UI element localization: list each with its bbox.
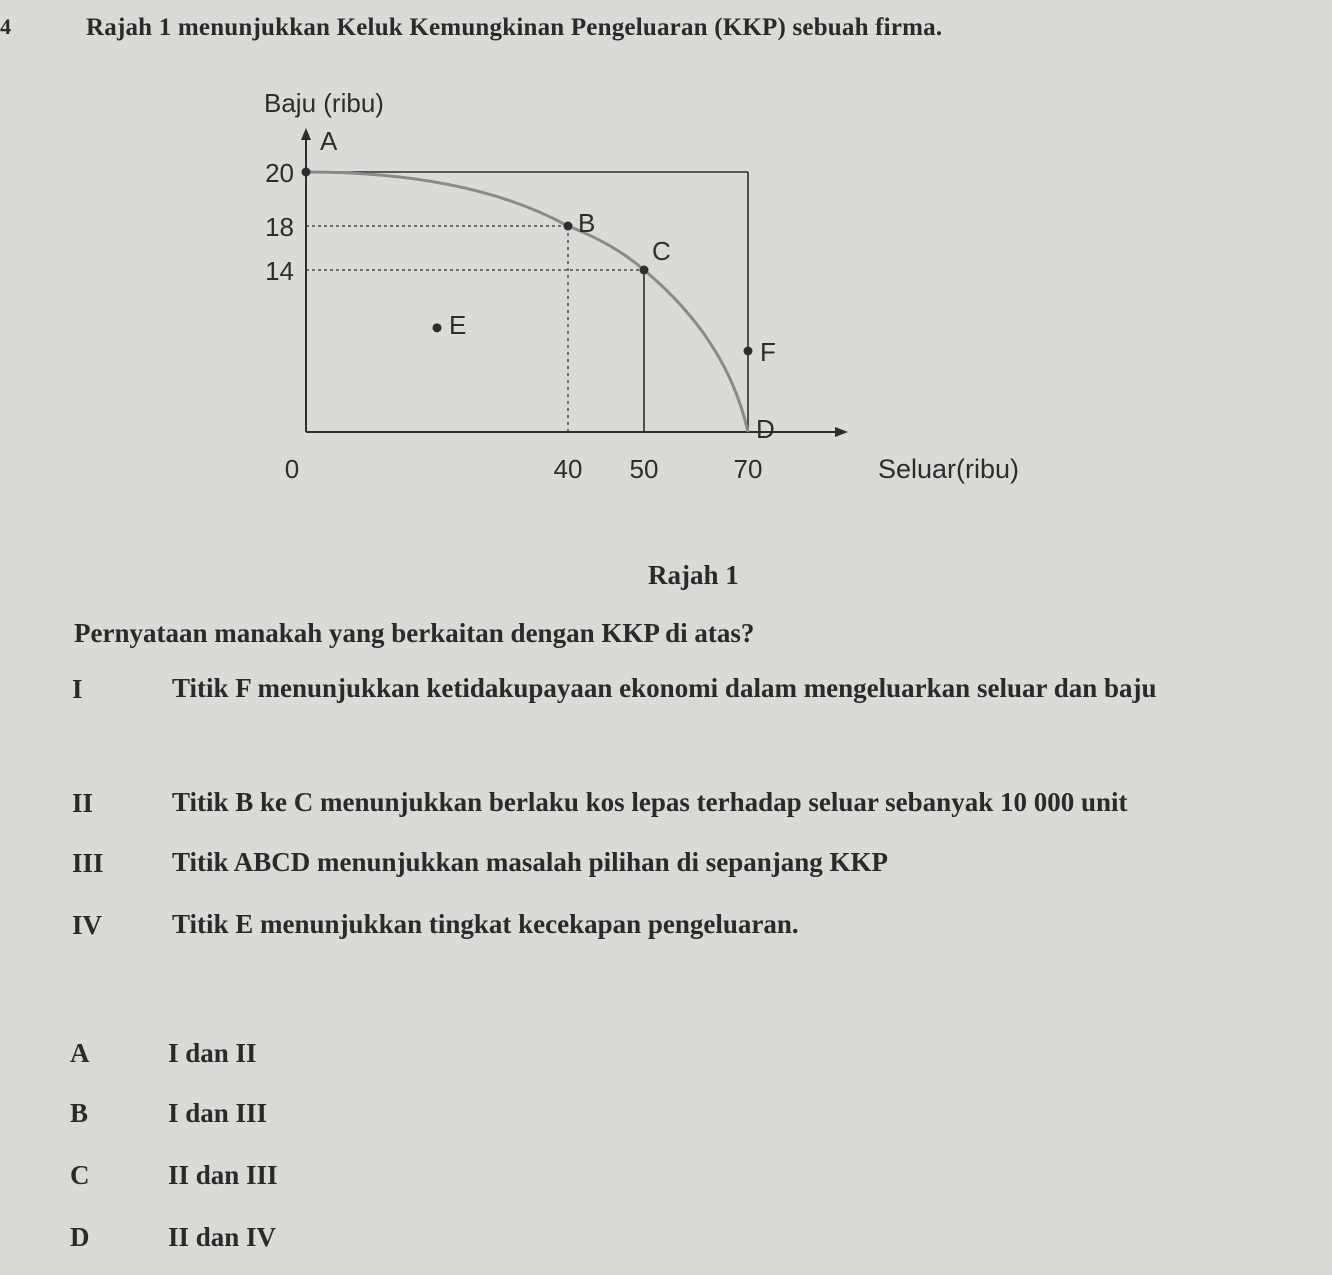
statement-text: Titik F menunjukkan ketidakupayaan ekonomi dalam mengeluarkan seluar dan baju bbox=[172, 673, 1157, 703]
point-label-c: C bbox=[652, 236, 671, 266]
x-tick-label: 40 bbox=[553, 454, 583, 484]
ppc-figure bbox=[0, 0, 1332, 540]
statement-number: IV bbox=[72, 910, 103, 940]
x-axis-arrow bbox=[835, 427, 848, 437]
statement-number: II bbox=[72, 788, 94, 818]
point-b bbox=[564, 222, 573, 231]
point-e bbox=[433, 323, 442, 332]
option-letter: C bbox=[70, 1160, 90, 1190]
question-number: 4 bbox=[0, 14, 11, 39]
option-text: II dan IV bbox=[168, 1222, 277, 1252]
option-text: I dan II bbox=[168, 1038, 257, 1068]
option-text: II dan III bbox=[168, 1160, 278, 1190]
option-letter: A bbox=[70, 1038, 90, 1068]
y-axis-label: Baju (ribu) bbox=[264, 88, 384, 118]
statement-text: Titik E menunjukkan tingkat kecekapan pengeluaran. bbox=[172, 909, 799, 939]
point-label-f: F bbox=[760, 337, 776, 367]
point-c bbox=[640, 266, 649, 275]
option-letter: B bbox=[70, 1098, 89, 1128]
question-prompt: Pernyataan manakah yang berkaitan dengan KKP di atas? bbox=[74, 618, 755, 648]
question-intro: Rajah 1 menunjukkan Keluk Kemungkinan Pengeluaran (KKP) sebuah firma. bbox=[86, 14, 943, 41]
y-tick-label: 14 bbox=[265, 256, 294, 286]
y-axis-arrow bbox=[301, 128, 311, 140]
point-f bbox=[744, 347, 753, 356]
figure-caption: Rajah 1 bbox=[648, 560, 739, 590]
statement-number: I bbox=[72, 674, 83, 704]
point-label-d: D bbox=[756, 414, 775, 444]
y-tick-label: 20 bbox=[265, 158, 294, 188]
x-tick-label: 70 bbox=[733, 454, 763, 484]
statement-number: III bbox=[72, 848, 104, 878]
y-tick-label: 18 bbox=[265, 212, 294, 242]
point-a bbox=[302, 168, 311, 177]
option-letter: D bbox=[70, 1222, 90, 1252]
x-axis-label: Seluar(ribu) bbox=[878, 454, 1020, 484]
point-label-e: E bbox=[449, 309, 467, 340]
point-label-a: A bbox=[320, 126, 338, 156]
point-label-b: B bbox=[578, 208, 596, 238]
statement-text: Titik ABCD menunjukkan masalah pilihan di sepanjang KKP bbox=[172, 847, 888, 877]
x-tick-label: 50 bbox=[629, 454, 659, 484]
option-text: I dan III bbox=[168, 1098, 268, 1128]
statement-text: Titik B ke C menunjukkan berlaku kos lepas terhadap seluar sebanyak 10 000 unit bbox=[172, 787, 1128, 817]
ppc-curve bbox=[306, 172, 748, 432]
x-tick-label: 0 bbox=[284, 454, 300, 484]
